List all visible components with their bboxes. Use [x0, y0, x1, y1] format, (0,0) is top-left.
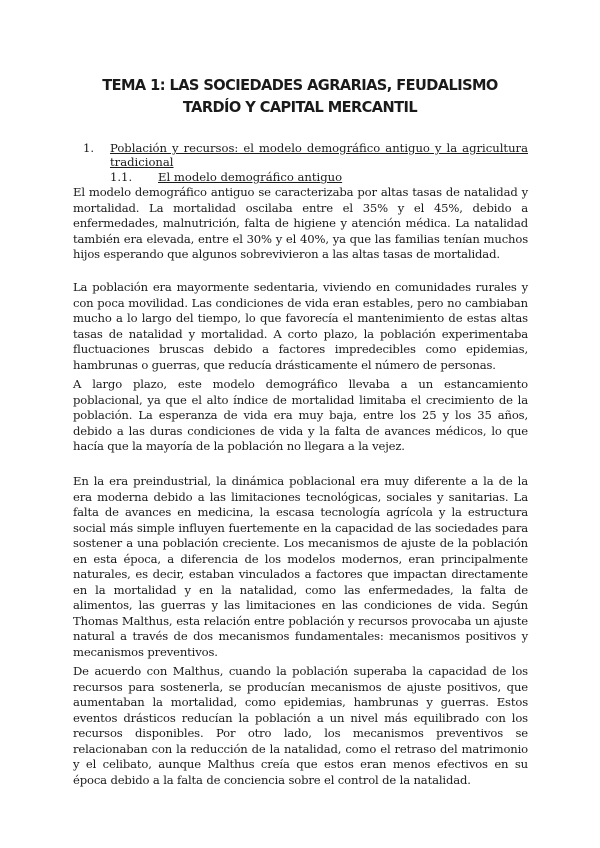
paragraph-4: En la era preindustrial, la dinámica poblacional era muy diferente a la de la era moderna debido a las limitaciones tecnológicas, sociales y sanitarias. La falta de avances en medicina, la escasa tecnología agrícola y la estructura social más simple influyen fuertemente en la capacidad de las sociedades para sostener a una población creciente. Los mecanismos de ajuste de la población en esta época, a diferencia de los modelos modernos, eran principalmente naturales, es decir, estaban vinculados a factores que impactan directamente en la mortalidad y en la natalidad, como las enfermedades, la falta de alimentos, las guerras y las limitaciones en las condiciones de vida. Según Thomas Malthus, esta relación entre población y recursos provocaba un ajuste natural a través de dos mecanismos fundamentales: mecanismos positivos y mecanismos preventivos. [73, 474, 528, 659]
subsection-number: 1.1. [110, 170, 133, 184]
paragraph-2: La población era mayormente sedentaria, viviendo en comunidades rurales y con poca movilidad. Las condiciones de vida eran estables, pero no cambiaban mucho a lo largo del tiempo, lo que favorecía el mantenimiento de estas altas tasas de natalidad y mortalidad. A corto plazo, la población experimentaba fluctuaciones bruscas debido a factores impredecibles como epidemias, hambrunas o guerras, que reducía drásticamente el número de personas. [73, 280, 528, 372]
paragraph-3: A largo plazo, este modelo demográfico llevaba a un estancamiento poblacional, ya que el alto índice de mortalidad limitaba el crecimiento de la población. La esperanza de vida era muy baja, entre los 25 y los 35 años, debido a las duras condiciones de vida y la falta de avances médicos, lo que hacía que la mayoría de la población no llegara a la vejez. [73, 377, 528, 453]
section-title: Población y recursos: el modelo demográfico antiguo y la agricultura tradicional [110, 141, 528, 169]
paragraph-1: El modelo demográfico antiguo se caracterizaba por altas tasas de natalidad y mortalidad. La mortalidad oscilaba entre el 35% y el 45%, debido a enfermedades, malnutrición, falta de higiene y atención médica. La natalidad también era elevada, entre el 30% y el 40%, ya que las familias tenían muchos hijos esperando que algunos sobrevivieron a las altas tasas de mortalidad. [73, 185, 528, 261]
document-title: TEMA 1: LAS SOCIEDADES AGRARIAS, FEUDALISMO TARDÍO Y CAPITAL MERCANTIL [102, 76, 498, 116]
subsection-title: El modelo demográfico antiguo [158, 170, 343, 184]
paragraph-5: De acuerdo con Malthus, cuando la población superaba la capacidad de los recursos para sostenerla, se producían mecanismos de ajuste positivos, que aumentaban la mortalidad, como epidemias, hambrunas y guerras. Estos eventos drásticos reducían la población a un nivel más equilibrado con los recursos disponibles. Por otro lado, los mecanismos preventivos se relacionaban con la reducción de la natalidad, como el retraso del matrimonio y el celibato, aunque Malthus creía que estos eran menos efectivos en su época debido a la falta de conciencia sobre el control de la natalidad. [73, 664, 528, 787]
subsection-heading [110, 170, 342, 184]
section-heading [73, 141, 528, 169]
section-number: 1. [83, 141, 95, 155]
